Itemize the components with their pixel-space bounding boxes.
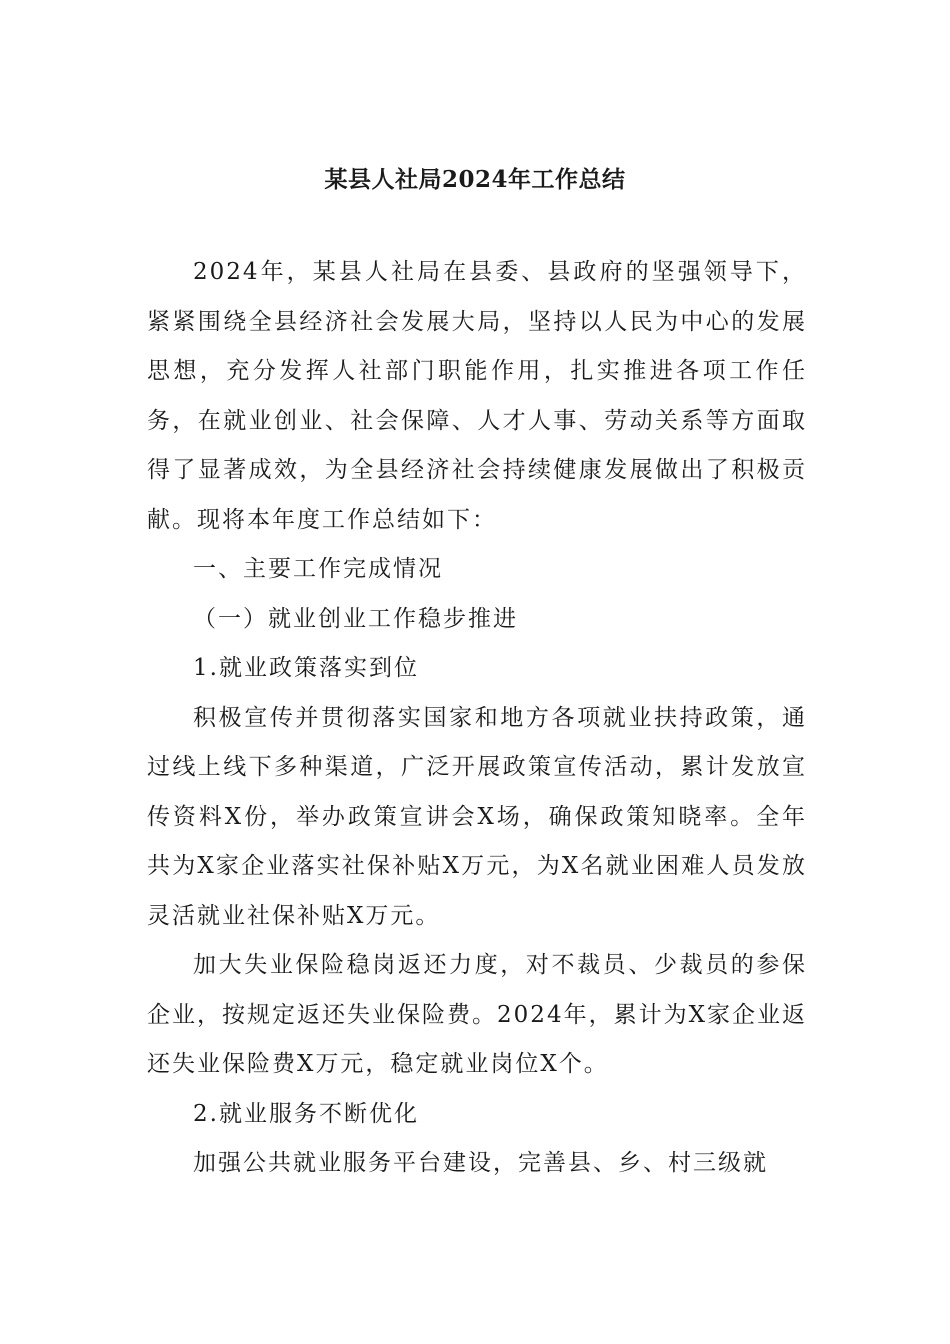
service-paragraph: 加强公共就业服务平台建设，完善县、乡、村三级就 [193, 1150, 768, 1176]
intro-paragraph: 2024年，某县人社局在县委、县政府的坚强领导下，紧紧围绕全县经济社会发展大局，坚持以人民为中心的发展思想，充分发挥人社部门职能作用，扎实推进各项工作任务，在就业创业、社会保障、人才人事、劳动关系等方面取得了显著成效，为全县经济社会持续健康发展做出了积极贡献。现将本年度工作总结如下： [147, 259, 807, 533]
policy-paragraph: 积极宣传并贯彻落实国家和地方各项就业扶持政策，通过线上线下多种渠道，广泛开展政策宣传活动，累计发放宣传资料X份，举办政策宣讲会X场，确保政策知晓率。全年共为X家企业落实社保补贴X万元，为X名就业困难人员发放灵活就业社保补贴X万元。 [147, 704, 807, 929]
document-title: 某县人社局2024年工作总结 [324, 166, 626, 193]
unemployment-insurance-paragraph: 加大失业保险稳岗返还力度，对不裁员、少裁员的参保企业，按规定返还失业保险费。2024年，累计为X家企业返还失业保险费X万元，稳定就业岗位X个。 [147, 952, 807, 1077]
item-heading-1: 1.就业政策落实到位 [193, 655, 419, 681]
subsection-heading-1: （一）就业创业工作稳步推进 [193, 605, 518, 632]
item-heading-2: 2.就业服务不断优化 [193, 1100, 419, 1127]
section-heading-1: 一、主要工作完成情况 [193, 556, 443, 582]
document-body [147, 248, 807, 1189]
